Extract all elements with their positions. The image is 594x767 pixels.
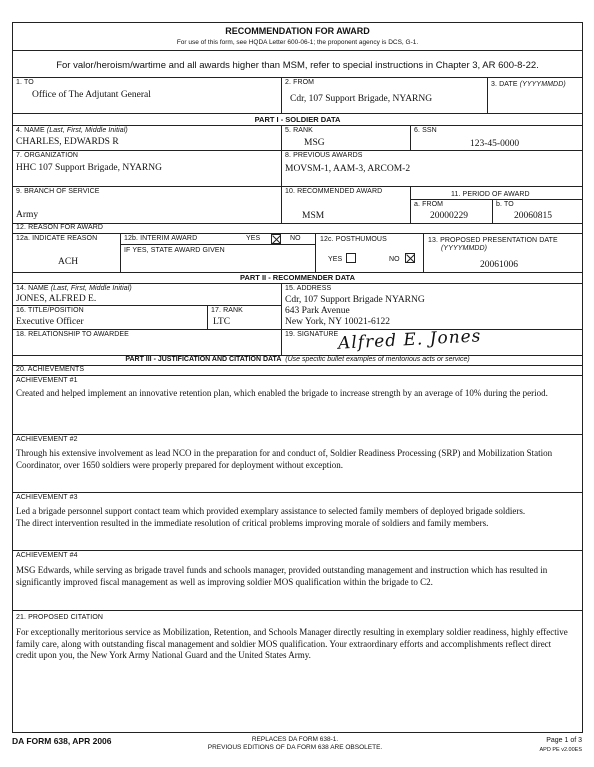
indicate-reason-value: ACH: [58, 257, 79, 267]
to-value: Office of The Adjutant General: [32, 90, 151, 100]
divider: [120, 233, 121, 272]
achievements-label: 20. ACHIEVEMENTS: [16, 366, 85, 373]
divider: [120, 244, 315, 245]
divider: [492, 199, 493, 223]
period-to-value: 20060815: [514, 211, 552, 221]
signature-label: 19. SIGNATURE: [285, 331, 339, 338]
divider: [487, 77, 488, 113]
period-to-label: b. TO: [496, 201, 514, 208]
name-label: [16, 127, 128, 134]
achievement-3-text: Led a brigade personnel support contact team which provided exemplary assistance to selected family members of deployed brigade soldiers. The direct intervention resulted in the immediate resolution of critical problems improving morale of soldiers and family members.: [16, 506, 526, 528]
page-number: Page 1 of 3: [546, 737, 582, 744]
divider: [12, 283, 583, 284]
name-hint: (Last, First, Middle Initial): [46, 127, 128, 134]
divider: [410, 125, 411, 150]
title-position-value: Executive Officer: [16, 317, 84, 327]
rank-label: 5. RANK: [285, 127, 313, 134]
apd-version: APD PE v2.00ES: [539, 747, 582, 753]
recommender-rank-label: 17. RANK: [211, 307, 243, 314]
date-label: [491, 81, 566, 88]
form-number: DA FORM 638, APR 2006: [12, 736, 112, 746]
posthumous-yes-label: YES: [328, 256, 343, 263]
name-label-text: 4. NAME: [16, 127, 45, 134]
interim-award-label: 12b. INTERIM AWARD: [124, 235, 198, 242]
divider: [12, 233, 583, 234]
divider: [12, 77, 583, 78]
branch-label: 9. BRANCH OF SERVICE: [16, 188, 100, 195]
divider: [12, 610, 583, 611]
relationship-label: 18. RELATIONSHIP TO AWARDEE: [16, 331, 129, 338]
address-line2: 643 Park Avenue: [285, 306, 350, 316]
to-label: 1. TO: [16, 79, 34, 86]
divider: [281, 77, 282, 113]
divider: [12, 550, 583, 551]
part3-title-text: PART III - JUSTIFICATION AND CITATION DATA: [125, 356, 282, 363]
rank-value: MSG: [304, 138, 325, 148]
posthumous-no-checkbox[interactable]: [405, 253, 415, 263]
form-subtitle: For use of this form, see HQDA Letter 600-06-1; the proponent agency is DCS, G-1.: [176, 39, 419, 46]
title-position-label: 16. TITLE/POSITION: [16, 307, 84, 314]
organization-label: 7. ORGANIZATION: [16, 152, 79, 159]
divider: [12, 150, 583, 151]
divider: [423, 233, 424, 272]
from-value: Cdr, 107 Support Brigade, NYARNG: [290, 94, 433, 104]
divider: [410, 186, 411, 223]
recommender-name-value: JONES, ALFRED E.: [16, 294, 97, 304]
recommender-name-label-text: 14. NAME: [16, 285, 49, 292]
divider: [12, 186, 583, 187]
citation-text: For exceptionally meritorious service as Mobilization, Retention, and Schools Manager directly resulting in exemplary soldier readiness, highly effective family care, along with outstanding fiscal management and soldier MOS qualification. Your extraordinary efforts and accomplishments reflect direct credit upon you, the New York Army National Guard and the United States Army.: [16, 627, 568, 660]
achievement-4-label: ACHIEVEMENT #4: [16, 552, 78, 559]
replaces-note: REPLACES DA FORM 638-1.: [251, 736, 339, 743]
divider: [12, 434, 583, 435]
indicate-reason-label: 12a. INDICATE REASON: [16, 235, 98, 242]
posthumous-no-label: NO: [389, 256, 400, 263]
recommender-rank-value: LTC: [213, 317, 231, 327]
recommended-award-label: 10. RECOMMENDED AWARD: [285, 188, 383, 195]
special-instruction: For valor/heroism/wartime and all awards higher than MSM, refer to special instructions in Chapter 3, AR 600-8-22.: [56, 60, 539, 71]
interim-yes-checkbox[interactable]: [271, 234, 281, 244]
recommended-award-value: MSM: [302, 211, 325, 221]
achievement-4-text: MSG Edwards, while serving as brigade travel funds and schools manager, provided outstanding management and instruction which has resulted in significantly improved fiscal management as well as improving soldier MOS qualification within the brigade to C2.: [16, 565, 548, 587]
divider: [12, 365, 583, 366]
recommender-name-label: [16, 285, 132, 292]
divider: [281, 283, 282, 355]
address-line3: New York, NY 10021-6122: [285, 317, 390, 327]
achievement-2-label: ACHIEVEMENT #2: [16, 436, 78, 443]
divider: [12, 492, 583, 493]
divider: [315, 233, 316, 272]
interim-yes-label: YES: [246, 235, 261, 242]
part3-title: [12, 356, 583, 363]
previous-awards-value: MOVSM-1, AAM-3, ARCOM-2: [285, 164, 411, 174]
presentation-date-hint: (YYYYMMDD): [441, 245, 488, 252]
period-label: 11. PERIOD OF AWARD: [451, 191, 530, 198]
achievement-3-label: ACHIEVEMENT #3: [16, 494, 78, 501]
recommender-name-hint: (Last, First, Middle Initial): [50, 285, 132, 292]
ssn-value: 123-45-0000: [470, 139, 520, 149]
interim-no-label: NO: [290, 235, 301, 242]
part1-title: PART I - SOLDIER DATA: [254, 115, 341, 124]
part2-title: PART II - RECOMMENDER DATA: [240, 273, 355, 282]
signature-value: Alfred E. Jones: [337, 326, 482, 354]
organization-value: HHC 107 Support Brigade, NYARNG: [16, 163, 162, 173]
from-label: 2. FROM: [285, 79, 315, 86]
soldier-name-value: CHARLES, EDWARDS R: [16, 137, 119, 147]
divider: [281, 125, 282, 150]
date-hint: (YYYYMMDD): [519, 81, 566, 88]
divider: [12, 329, 583, 330]
posthumous-yes-checkbox[interactable]: [346, 253, 356, 263]
branch-value: Army: [16, 210, 39, 220]
divider: [281, 150, 282, 186]
form-title: RECOMMENDATION FOR AWARD: [225, 26, 370, 36]
divider: [410, 199, 583, 200]
achievement-1-text: Created and helped implement an innovative retention plan, which enabled the brigade to increase strength by an average of 10% during the period.: [16, 388, 548, 398]
divider: [12, 125, 583, 126]
posthumous-label: 12c. POSTHUMOUS: [320, 236, 387, 243]
ssn-label: 6. SSN: [414, 127, 437, 134]
reason-label: 12. REASON FOR AWARD: [16, 224, 104, 231]
address-label: 15. ADDRESS: [285, 285, 332, 292]
period-from-value: 20000229: [430, 211, 468, 221]
interim-given-label: IF YES, STATE AWARD GIVEN: [124, 247, 225, 254]
date-label-text: 3. DATE: [491, 81, 518, 88]
presentation-date-value: 20061006: [480, 260, 518, 270]
divider: [12, 113, 583, 114]
achievement-1-label: ACHIEVEMENT #1: [16, 377, 78, 384]
obsolete-note: PREVIOUS EDITIONS OF DA FORM 638 ARE OBSOLETE.: [207, 744, 383, 751]
divider: [12, 305, 281, 306]
achievement-2-text: Through his extensive involvement as lead NCO in the preparation for and conduct of, Soldier Readiness Processing (SRP) and Mobilization Station Coordinator, over 1650 soldiers were properly prepared for deployment without exception.: [16, 448, 553, 470]
address-line1: Cdr, 107 Support Brigade NYARNG: [285, 295, 425, 305]
divider: [12, 375, 583, 376]
divider: [207, 305, 208, 329]
part3-title-hint: (Use specific bullet examples of meritorious acts or service): [285, 356, 470, 363]
divider: [281, 186, 282, 223]
presentation-date-label: 13. PROPOSED PRESENTATION DATE: [428, 237, 558, 244]
period-from-label: a. FROM: [414, 201, 444, 208]
previous-awards-label: 8. PREVIOUS AWARDS: [285, 152, 363, 159]
citation-label: 21. PROPOSED CITATION: [16, 614, 104, 621]
